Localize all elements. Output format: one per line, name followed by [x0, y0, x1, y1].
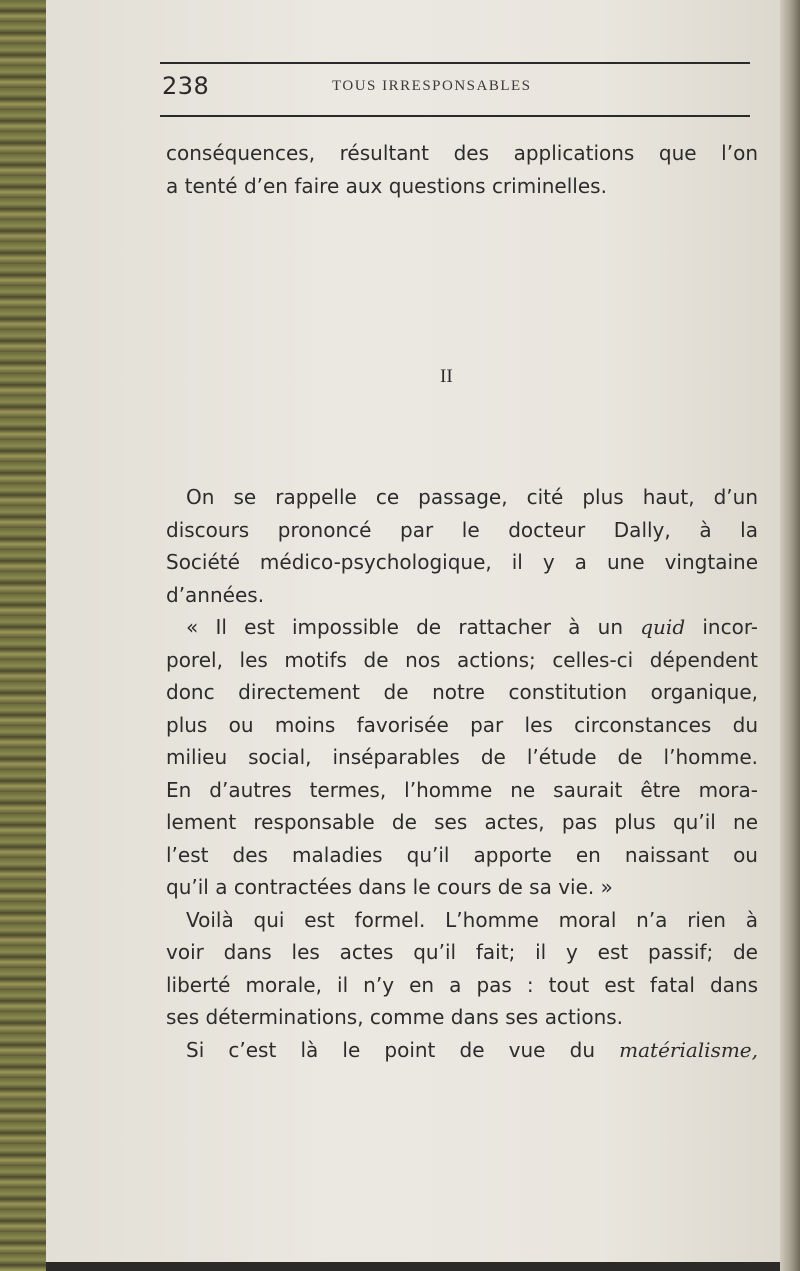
book-binding-edge [0, 0, 46, 1271]
text-line: liberté morale, il n’y en a pas : tout est fatal dans [166, 972, 758, 997]
italic-word-quid: quid [640, 615, 686, 639]
running-title: TOUS IRRESPONSABLES [332, 78, 532, 94]
page-right-edge [780, 0, 800, 1271]
text-line: l’est des maladies qu’il apporte en naissant ou [166, 842, 758, 867]
text-line: discours prononcé par le docteur Dally, à la [166, 517, 758, 542]
text-line: milieu social, inséparables de l’étude de l’homme. [166, 745, 758, 769]
text-line: Voilà qui est formel. L’homme moral n’a rien à [186, 907, 758, 932]
header-rule-top [160, 62, 750, 64]
text-segment: Si c’est là le point de vue du [186, 1037, 595, 1062]
text-line: lement responsable de ses actes, pas plus qu’il ne [166, 810, 758, 834]
page-number: 238 [162, 72, 210, 100]
text-segment: incor- [702, 615, 758, 639]
main-text [166, 481, 758, 1066]
header-rule-bottom [160, 115, 750, 117]
text-line: porel, les motifs de nos actions; celles-ci dépendent [166, 647, 758, 672]
text-line: d’années. [166, 582, 265, 607]
text-line: On se rappelle ce passage, cité plus haut, d’un [186, 485, 758, 509]
section-number: II [440, 366, 453, 387]
text-line: qu’il a contractées dans le cours de sa vie. » [166, 875, 613, 899]
intro-paragraph [166, 137, 758, 202]
text-line: conséquences, résultant des applications que l’on [166, 141, 758, 165]
text-line: Société médico-psychologique, il y a une vingtaine [166, 550, 758, 574]
text-line-with-italic [166, 1034, 758, 1067]
page-bottom-edge [46, 1262, 780, 1271]
text-line: donc directement de notre constitution organique, [166, 680, 758, 704]
text-line: voir dans les actes qu’il fait; il y est passif; de [166, 940, 758, 964]
italic-word-materialisme: matérialisme, [619, 1037, 758, 1062]
text-segment: « Il est impossible de rattacher à un [186, 615, 624, 639]
text-line: a tenté d’en faire aux questions criminelles. [166, 173, 607, 198]
text-line: En d’autres termes, l’homme ne saurait être mora- [166, 777, 758, 802]
text-line: plus ou moins favorisée par les circonstances du [166, 712, 758, 737]
text-line: ses déterminations, comme dans ses actions. [166, 1005, 624, 1029]
text-line-with-italic [166, 611, 758, 644]
